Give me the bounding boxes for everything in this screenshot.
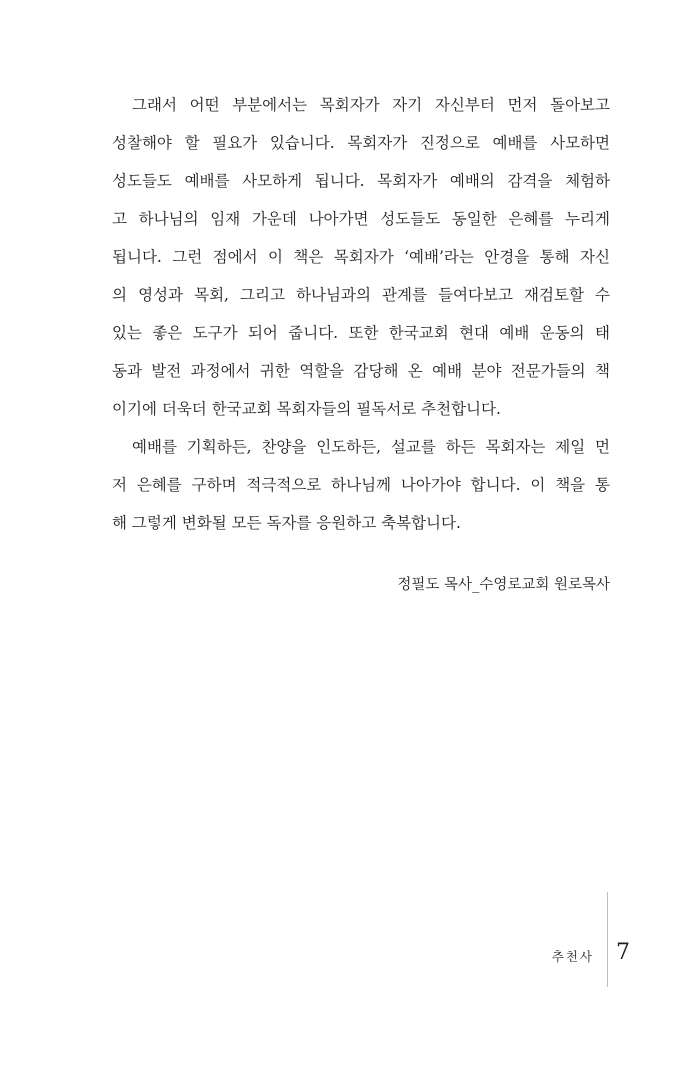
running-section-title: 추천사: [551, 949, 594, 964]
paragraph: [112, 86, 610, 428]
text-line: 동과 발전 과정에서 귀한 역할을 감당해 온 예배 분야 전문가들의 책: [112, 362, 610, 380]
text-line: 예배를 기획하든, 찬양을 인도하든, 설교를 하든 목회자는 제일 먼: [132, 438, 610, 456]
text-line: 저 은혜를 구하며 적극적으로 하나님께 나아가야 합니다. 이 책을 통: [112, 476, 610, 494]
body-text: [112, 86, 610, 542]
page-number: 7: [616, 940, 630, 965]
footer-divider: [607, 892, 608, 987]
text-line: 해 그렇게 변화될 모든 독자를 응원하고 축복합니다.: [112, 514, 461, 532]
text-line: 그래서 어떤 부분에서는 목회자가 자기 자신부터 먼저 돌아보고: [132, 96, 610, 114]
text-line: 됩니다. 그런 점에서 이 책은 목회자가 ‘예배’라는 안경을 통해 자신: [112, 248, 610, 266]
text-line: 고 하나님의 임재 가운데 나아가면 성도들도 동일한 은혜를 누리게: [112, 210, 610, 228]
page-footer: [430, 892, 630, 987]
text-line: 있는 좋은 도구가 되어 줍니다. 또한 한국교회 현대 예배 운동의 태: [112, 324, 610, 342]
text-line: 이기에 더욱더 한국교회 목회자들의 필독서로 추천합니다.: [112, 400, 501, 418]
paragraph: [112, 428, 610, 542]
text-line: 성도들도 예배를 사모하게 됩니다. 목회자가 예배의 감격을 체험하: [112, 172, 610, 190]
author-signature: 정필도 목사_수영로교회 원로목사: [397, 577, 610, 593]
text-line: 의 영성과 목회, 그리고 하나님과의 관계를 들여다보고 재검토할 수: [112, 286, 610, 304]
text-line: 성찰해야 할 필요가 있습니다. 목회자가 진정으로 예배를 사모하면: [112, 134, 610, 152]
